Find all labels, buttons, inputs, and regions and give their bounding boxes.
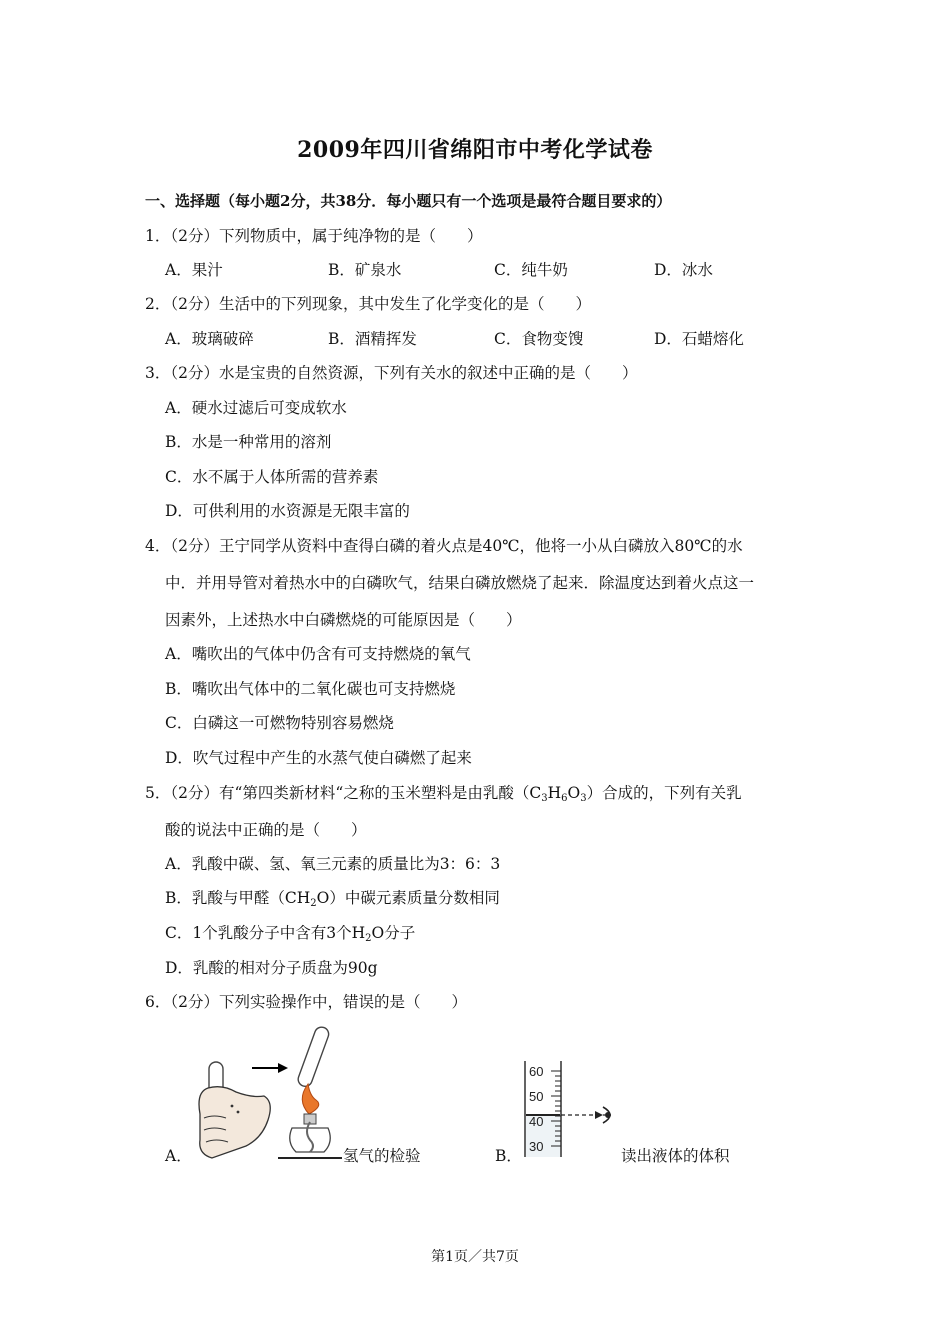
cylinder-tick-30: 30 bbox=[529, 1139, 544, 1154]
question-1-option-c: C．纯牛奶 bbox=[494, 261, 568, 279]
question-4-option-a: A．嘴吹出的气体中仍含有可支持燃烧的氧气 bbox=[165, 645, 471, 663]
question-4-stem-line-3: 因素外，上述热水中白磷燃烧的可能原因是（ ） bbox=[165, 611, 522, 629]
cylinder-tick-60: 60 bbox=[529, 1064, 544, 1079]
question-1-option-d: D．冰水 bbox=[654, 261, 713, 279]
question-3-option-c: C．水不属于人体所需的营养素 bbox=[165, 468, 379, 486]
question-5-stem-line-1: 5．（2分）有“第四类新材料“之称的玉米塑料是由乳酸$(C_3H_6O_3)$合成的，下列有关乳 bbox=[145, 784, 742, 804]
question-4-stem-line-1: 4．（2分）王宁同学从资料中查得白磷的着火点是40℃，他将一小从白磷放入80℃的水 bbox=[145, 537, 743, 555]
question-6-option-a-caption: 氢气的检验 bbox=[343, 1147, 421, 1165]
question-5-option-a: A．乳酸中碳、氢、氧三元素的质量比为3：6：3 bbox=[165, 855, 501, 873]
question-6-stem: 6．（2分）下列实验操作中，错误的是（ ） bbox=[145, 993, 467, 1011]
question-5-option-c: C．1个乳酸分子中含有3个$H_2O$分子 bbox=[165, 924, 416, 944]
question-3-option-b: B．水是一种常用的溶剂 bbox=[165, 433, 332, 451]
question-1-option-b: B．矿泉水 bbox=[328, 261, 402, 279]
question-6-option-a-label: A． bbox=[165, 1147, 192, 1165]
question-3-option-d: D．可供利用的水资源是无限丰富的 bbox=[165, 502, 410, 520]
cylinder-tick-40: 40 bbox=[529, 1114, 544, 1129]
question-2-option-d: D．石蜡熔化 bbox=[654, 330, 744, 348]
question-6-option-b-caption: 读出液体的体积 bbox=[621, 1147, 730, 1165]
question-2-option-b: B．酒精挥发 bbox=[328, 330, 417, 348]
question-4-stem-line-2: 中．并用导管对着热水中的白磷吹气，结果白磷放燃烧了起来．除温度达到着火点这一 bbox=[165, 574, 755, 592]
hydrogen-test-figure bbox=[192, 1022, 342, 1164]
question-1-stem: 1．（2分）下列物质中，属于纯净物的是（ ） bbox=[145, 227, 483, 245]
cylinder-tick-50: 50 bbox=[529, 1089, 544, 1104]
question-2-option-a: A．玻璃破碎 bbox=[165, 330, 254, 348]
question-1-option-a: A．果汁 bbox=[165, 261, 223, 279]
graduated-cylinder-figure bbox=[517, 1057, 627, 1161]
question-4-option-c: C．白磷这一可燃物特别容易燃烧 bbox=[165, 714, 394, 732]
page-footer: 第1页／共7页 bbox=[431, 1249, 519, 1265]
question-4-option-b: B．嘴吹出气体中的二氧化碳也可支持燃烧 bbox=[165, 680, 456, 698]
question-5-option-b: B．乳酸与甲醛$(CH_2O)$中碳元素质量分数相同 bbox=[165, 889, 500, 909]
question-6-option-b-label: B． bbox=[495, 1147, 522, 1165]
page-title: 2009年四川省绵阳市中考化学试卷 bbox=[297, 137, 653, 163]
question-3-stem: 3．（2分）水是宝贵的自然资源，下列有关水的叙述中正确的是（ ） bbox=[145, 364, 638, 382]
question-4-option-d: D．吹气过程中产生的水蒸气使白磷燃了起来 bbox=[165, 749, 472, 767]
question-5-stem-line-2: 酸的说法中正确的是（ ） bbox=[165, 821, 367, 839]
question-3-option-a: A．硬水过滤后可变成软水 bbox=[165, 399, 347, 417]
question-2-option-c: C．食物变馊 bbox=[494, 330, 584, 348]
section-heading: 一、选择题（每小题2分，共38分．每小题只有一个选项是最符合题目要求的） bbox=[145, 192, 672, 210]
question-5-option-d: D．乳酸的相对分子质盘为90g bbox=[165, 959, 378, 977]
question-2-stem: 2．（2分）生活中的下列现象，其中发生了化学变化的是（ ） bbox=[145, 295, 591, 313]
